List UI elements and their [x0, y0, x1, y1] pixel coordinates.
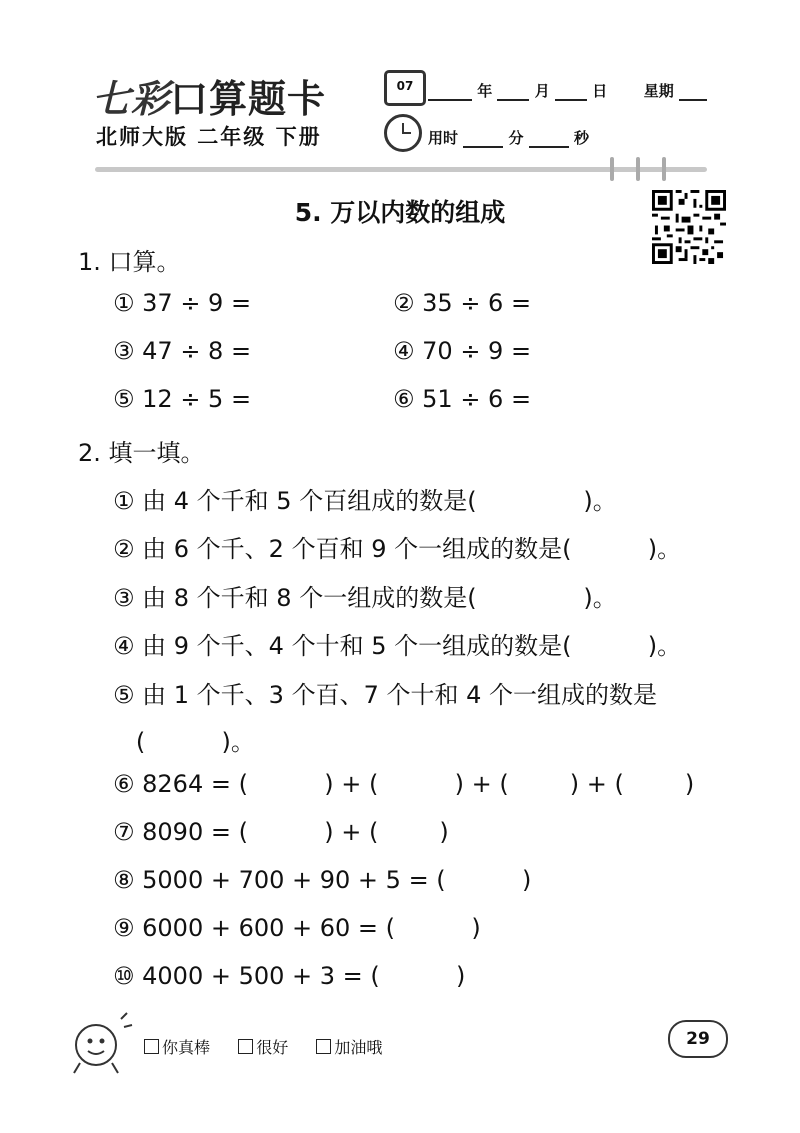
- binder-ring-icon: [636, 157, 640, 181]
- fill-item-continued: ( )。: [113, 728, 255, 756]
- fill-item: ⑧ 5000 + 700 + 90 + 5 = ( ): [113, 866, 532, 894]
- date-day-label: 日: [592, 82, 608, 100]
- time-used-field[interactable]: [428, 127, 589, 148]
- fill-item: ④ 由 9 个千、4 个十和 5 个一组成的数是( )。: [113, 632, 682, 660]
- rating-option[interactable]: 你真棒: [144, 1038, 210, 1057]
- lesson-title: 5. 万以内数的组成: [294, 198, 506, 227]
- edition-subtitle: 北师大版 二年级 下册: [96, 125, 322, 149]
- self-rating-options: [144, 1035, 382, 1058]
- calc-item: ⑥ 51 ÷ 6 =: [393, 385, 532, 413]
- date-week-label: 星期: [643, 82, 674, 100]
- calc-item: ① 37 ÷ 9 =: [113, 289, 252, 317]
- date-field[interactable]: [428, 80, 707, 101]
- fill-item: ① 由 4 个千和 5 个百组成的数是( )。: [113, 487, 617, 515]
- calc-item: ② 35 ÷ 6 =: [393, 289, 532, 317]
- brand-title-first: 七彩: [92, 77, 171, 121]
- qr-code-icon[interactable]: [652, 190, 726, 264]
- date-month-label: 月: [534, 82, 550, 100]
- checkbox-icon: [238, 1039, 253, 1054]
- section1-heading: 1. 口算。: [78, 248, 181, 276]
- fill-item: ② 由 6 个千、2 个百和 9 个一组成的数是( )。: [113, 535, 682, 563]
- rating-option[interactable]: 很好: [238, 1038, 288, 1057]
- fill-item: ⑤ 由 1 个千、3 个百、7 个十和 4 个一组成的数是: [113, 681, 657, 709]
- fill-item: ⑦ 8090 = ( ) + ( ): [113, 818, 449, 846]
- brand-title-rest: 口算题卡: [170, 77, 327, 121]
- checkbox-icon: [144, 1039, 159, 1054]
- time-used-label: 用时: [428, 129, 459, 147]
- checkbox-icon: [316, 1039, 331, 1054]
- clock-icon: [384, 114, 422, 152]
- calc-item: ③ 47 ÷ 8 =: [113, 337, 252, 365]
- calendar-icon: [384, 70, 426, 106]
- mascot-icon: [66, 1005, 140, 1079]
- fill-item: ⑩ 4000 + 500 + 3 = ( ): [113, 962, 466, 990]
- header-divider: [95, 167, 707, 172]
- fill-item: ⑨ 6000 + 600 + 60 = ( ): [113, 914, 481, 942]
- binder-ring-icon: [662, 157, 666, 181]
- binder-ring-icon: [610, 157, 614, 181]
- time-min-label: 分: [508, 129, 524, 147]
- calendar-day: 07: [396, 79, 414, 93]
- page-number: 29: [668, 1020, 728, 1058]
- calc-item: ⑤ 12 ÷ 5 =: [113, 385, 252, 413]
- section2-heading: 2. 填一填。: [78, 439, 205, 467]
- calc-item: ④ 70 ÷ 9 =: [393, 337, 532, 365]
- fill-item: ⑥ 8264 = ( ) + ( ) + ( ) + ( ): [113, 770, 695, 798]
- brand-title: [92, 68, 326, 123]
- fill-item: ③ 由 8 个千和 8 个一组成的数是( )。: [113, 584, 617, 612]
- time-sec-label: 秒: [573, 129, 589, 147]
- date-year-label: 年: [477, 82, 493, 100]
- rating-option[interactable]: 加油哦: [316, 1038, 382, 1057]
